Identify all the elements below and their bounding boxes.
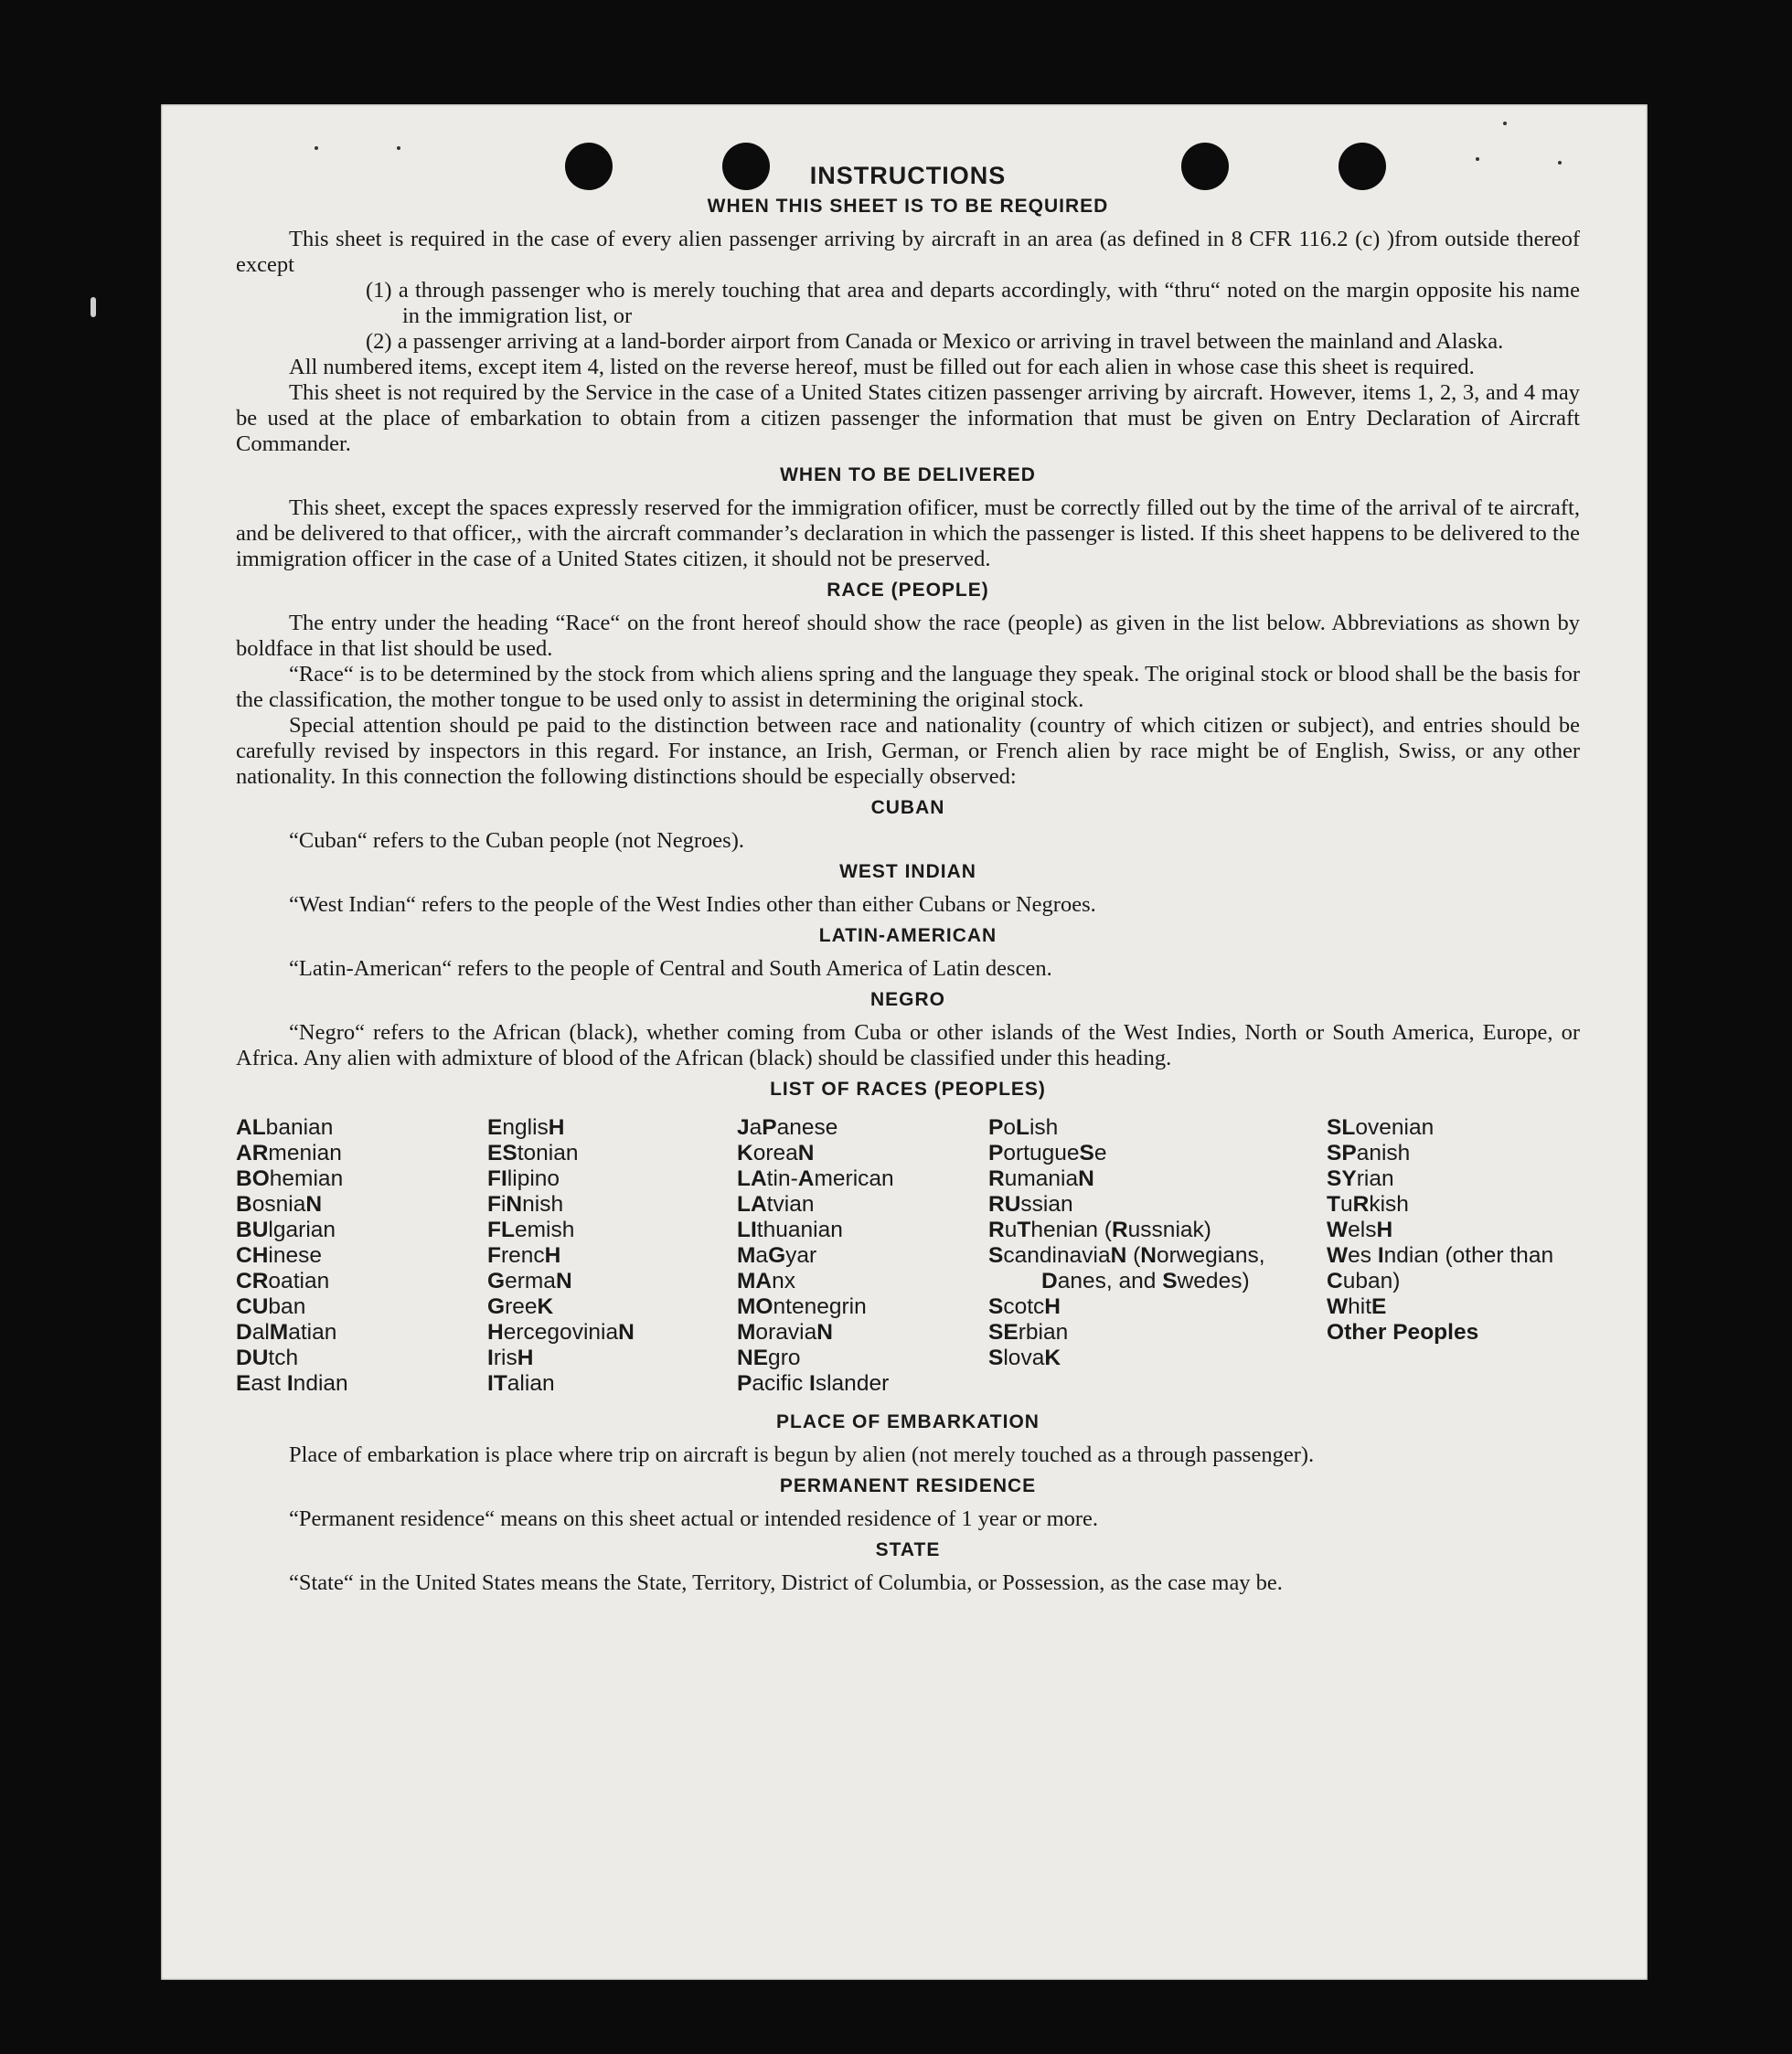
- race-entry: LAtin-American: [737, 1166, 894, 1191]
- section-heading-required: WHEN THIS SHEET IS TO BE REQUIRED: [707, 196, 1109, 217]
- race-entry: GermaN: [487, 1269, 572, 1293]
- race-entry: Pacific Islander: [737, 1371, 890, 1396]
- race-entry: DUtch: [236, 1346, 299, 1370]
- race-entry: ITalian: [487, 1371, 555, 1396]
- races-column-2: [487, 1115, 737, 1397]
- races-column-1: [236, 1115, 487, 1397]
- speck: [1503, 122, 1507, 125]
- paragraph: This sheet is not required by the Service in the case of a United States citizen passenger arriving by aircraft. However, items 1, 2, 3, and 4 may be used at the place of embarkation to obtain from a citizen passenger the information that must be given on Entry Declaration of Aircraft Commander.: [236, 380, 1580, 456]
- race-entry: JaPanese: [737, 1115, 838, 1140]
- paragraph: “Negro“ refers to the African (black), whether coming from Cuba or other islands of the West Indies, North or South America, Europe, or Africa. Any alien with admixture of blood of the African (black) should be classified under this heading.: [236, 1020, 1580, 1070]
- race-entry: MaGyar: [737, 1243, 817, 1268]
- race-entry: RuThenian (Russniak): [988, 1218, 1211, 1242]
- paragraph: This sheet is required in the case of every alien passenger arriving by aircraft in an area (as defined in 8 CFR 116.2 (c) )from outside thereof except: [236, 227, 1580, 277]
- paragraph: “Latin-American“ refers to the people of Central and South America of Latin descen.: [289, 956, 1052, 981]
- speck: [315, 146, 318, 150]
- race-entry: PortugueSe: [988, 1141, 1107, 1165]
- race-entry: East Indian: [236, 1371, 348, 1396]
- section-heading-negro: NEGRO: [869, 989, 945, 1010]
- race-entry: WelsH: [1327, 1218, 1393, 1242]
- race-entry: FLemish: [487, 1218, 575, 1242]
- race-entry: BosniaN: [236, 1192, 323, 1217]
- races-column-4: [988, 1115, 1327, 1397]
- race-entry: EnglisH: [487, 1115, 565, 1140]
- race-entry: Wes Indian (other than Cuban): [1327, 1243, 1554, 1293]
- race-entry: IrisH: [487, 1346, 534, 1370]
- races-list: [236, 1115, 1580, 1397]
- race-entry: FrencH: [487, 1243, 561, 1268]
- edge-mark: [91, 297, 96, 317]
- race-entry: LIthuanian: [737, 1218, 843, 1242]
- race-entry: WhitE: [1327, 1294, 1387, 1319]
- paragraph: “Permanent residence“ means on this sheet actual or intended residence of 1 year or more.: [289, 1506, 1099, 1531]
- instructions-body: [236, 161, 1580, 1596]
- document-page: [161, 104, 1648, 1980]
- paragraph: “Cuban“ refers to the Cuban people (not Negroes).: [289, 828, 744, 853]
- section-heading-residence: PERMANENT RESIDENCE: [779, 1475, 1037, 1496]
- speck: [397, 146, 400, 150]
- paragraph: “West Indian“ refers to the people of the West Indies other than either Cubans or Negroes.: [289, 892, 1096, 917]
- section-heading-delivered: WHEN TO BE DELIVERED: [780, 464, 1036, 485]
- paragraph: This sheet, except the spaces expressly reserved for the immigration ofificer, must be correctly filled out by the time of the arrival of te aircraft, and be delivered to that officer,, with the aircraft commander’s declaration in which the passenger is listed. If this sheet happens to be delivered to the immigration officer in the case of a United States citizen, it should not be preserved.: [236, 495, 1580, 571]
- page-title: INSTRUCTIONS: [809, 162, 1007, 189]
- race-entry: KoreaN: [737, 1141, 815, 1165]
- race-entry: MOntenegrin: [737, 1294, 867, 1319]
- race-entry: CUban: [236, 1294, 306, 1319]
- exception-item: (2) a passenger arriving at a land-border airport from Canada or Mexico or arriving in travel between the mainland and Alaska.: [366, 329, 1504, 354]
- race-entry: Other Peoples: [1327, 1320, 1479, 1345]
- race-entry: ARmenian: [236, 1141, 342, 1165]
- paragraph: All numbered items, except item 4, listed on the reverse hereof, must be filled out for each alien in whose case this sheet is required.: [289, 355, 1475, 379]
- race-entry: SLovenian: [1327, 1115, 1435, 1140]
- race-entry: LAtvian: [737, 1192, 815, 1217]
- race-entry: SYrian: [1327, 1166, 1394, 1191]
- paragraph: The entry under the heading “Race“ on the front hereof should show the race (people) as given in the list below. Abbreviations as shown by boldface in that list should be used.: [236, 611, 1580, 661]
- section-heading-embarkation: PLACE OF EMBARKATION: [776, 1411, 1040, 1432]
- section-heading-cuban: CUBAN: [870, 797, 945, 818]
- paragraph: Special attention should pe paid to the distinction between race and nationality (country of which citizen or subject), and entries should be carefully revised by inspectors in this regard. For instance, an Irish, German, or French alien by race might be of English, Swiss, or any other nationality. In this connection the following distinctions should be especially observed:: [236, 713, 1580, 789]
- race-entry: PoLish: [988, 1115, 1059, 1140]
- exception-item: (1) a through passenger who is merely touching that area and departs accordingly, with “thru“ noted on the margin opposite his name in the immigration list, or: [366, 278, 1580, 328]
- race-entry: ScandinaviaN (Norwegians, Danes, and Swedes): [988, 1243, 1265, 1293]
- race-entry: SErbian: [988, 1320, 1069, 1345]
- race-entry: GreeK: [487, 1294, 554, 1319]
- race-entry: MAnx: [737, 1269, 796, 1293]
- race-entry: TuRkish: [1327, 1192, 1409, 1217]
- section-heading-race: RACE (PEOPLE): [827, 580, 989, 601]
- race-entry: DalMatian: [236, 1320, 337, 1345]
- race-entry: RumaniaN: [988, 1166, 1094, 1191]
- race-entry: SPanish: [1327, 1141, 1411, 1165]
- race-entry: ALbanian: [236, 1115, 334, 1140]
- section-heading-state: STATE: [875, 1539, 941, 1560]
- race-entry: CRoatian: [236, 1269, 330, 1293]
- section-heading-list-of-races: LIST OF RACES (PEOPLES): [770, 1079, 1046, 1100]
- races-column-3: [737, 1115, 988, 1397]
- race-entry: BOhemian: [236, 1166, 344, 1191]
- race-entry: NEgro: [737, 1346, 801, 1370]
- section-heading-latin-american: LATIN-AMERICAN: [818, 925, 997, 946]
- race-entry: CHinese: [236, 1243, 323, 1268]
- paragraph: “State“ in the United States means the State, Territory, District of Columbia, or Possession, as the case may be.: [289, 1570, 1283, 1595]
- paragraph: Place of embarkation is place where trip on aircraft is begun by alien (not merely touched as a through passenger).: [289, 1442, 1315, 1467]
- race-entry: SlovaK: [988, 1346, 1061, 1370]
- race-entry: EStonian: [487, 1141, 579, 1165]
- race-entry: HercegoviniaN: [487, 1320, 635, 1345]
- section-heading-west-indian: WEST INDIAN: [839, 861, 976, 882]
- race-entry: ScotcH: [988, 1294, 1061, 1319]
- race-entry: RUssian: [988, 1192, 1073, 1217]
- race-entry: MoraviaN: [737, 1320, 833, 1345]
- race-entry: FiNnish: [487, 1192, 564, 1217]
- races-column-5: [1327, 1115, 1580, 1397]
- race-entry: FIlipino: [487, 1166, 560, 1191]
- paragraph: “Race“ is to be determined by the stock from which aliens spring and the language they speak. The original stock or blood shall be the basis for the classification, the mother tongue to be used only to assist in determining the original stock.: [236, 662, 1580, 712]
- race-entry: BUlgarian: [236, 1218, 336, 1242]
